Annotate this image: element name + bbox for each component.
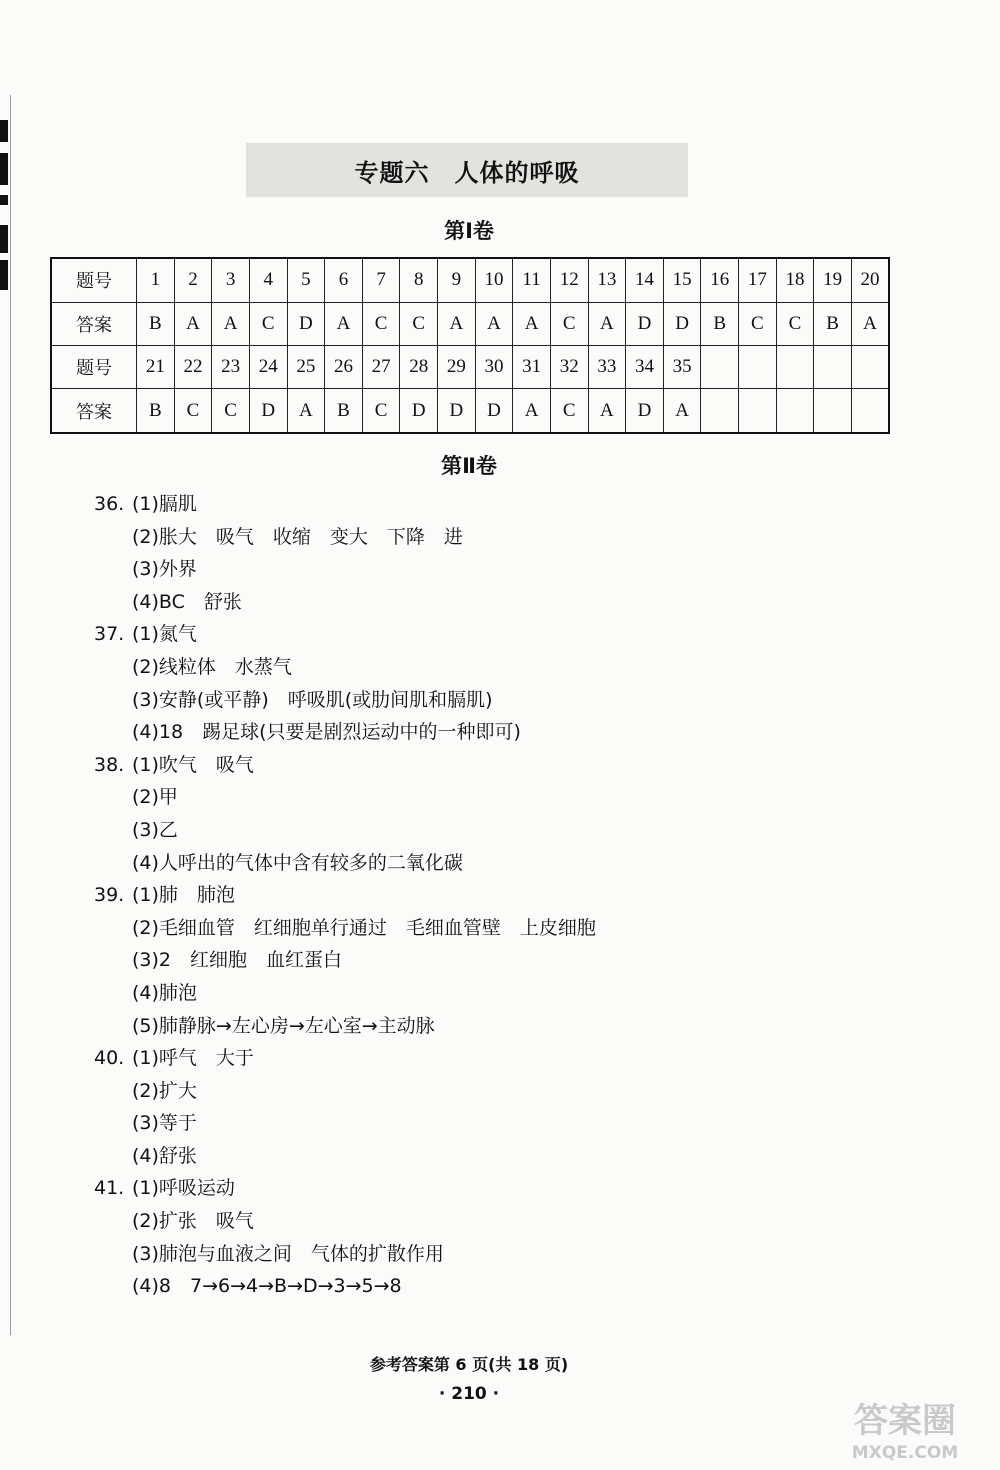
table-cell: 34	[626, 345, 664, 388]
answer-line	[94, 1270, 596, 1303]
page-binding-edge	[0, 95, 11, 1335]
answer-line	[94, 716, 596, 749]
table-cell: 7	[362, 258, 400, 302]
table-row	[51, 258, 889, 302]
table-cell: C	[174, 389, 212, 433]
answer-text: (4)18 踢足球(只要是剧烈运动中的一种即可)	[132, 721, 521, 744]
table-cell: A	[588, 389, 626, 433]
table-cell: C	[362, 302, 400, 345]
answer-text: (2)扩张 吸气	[132, 1210, 254, 1233]
table-row	[51, 389, 889, 433]
table-cell: D	[663, 302, 701, 345]
table-cell: 3	[212, 258, 250, 302]
watermark-logo	[820, 1398, 990, 1464]
table-cell	[814, 389, 852, 433]
answer-text: (2)扩大	[132, 1079, 197, 1102]
section-title: 专题六 人体的呼吸	[246, 143, 688, 197]
table-cell: D	[438, 389, 476, 433]
table-cell: A	[513, 302, 551, 345]
table-cell: D	[249, 389, 287, 433]
table-cell: 28	[400, 345, 438, 388]
table-cell	[814, 345, 852, 388]
table-cell	[851, 389, 889, 433]
table-cell: C	[362, 389, 400, 433]
answer-line	[94, 1238, 596, 1271]
table-cell: 18	[776, 258, 814, 302]
answer-line	[94, 618, 596, 651]
table-cell	[776, 345, 814, 388]
table-cell: A	[663, 389, 701, 433]
table-cell: 20	[851, 258, 889, 302]
answer-text: (1)呼吸运动	[132, 1177, 235, 1200]
table-cell: C	[212, 389, 250, 433]
question-number: 41.	[94, 1177, 125, 1200]
table-cell: 17	[739, 258, 777, 302]
table-cell: 9	[438, 258, 476, 302]
table-cell	[851, 345, 889, 388]
volume1-title: 第Ⅰ卷	[444, 219, 494, 243]
answer-line	[94, 1140, 596, 1173]
answer-line	[94, 1010, 596, 1043]
answer-text: (2)胀大 吸气 收缩 变大 下降 进	[132, 525, 463, 548]
table-cell: A	[588, 302, 626, 345]
answer-text: (5)肺静脉→左心房→左心室→主动脉	[132, 1014, 435, 1037]
table-cell: 22	[174, 345, 212, 388]
table-cell: C	[550, 389, 588, 433]
table-cell: 23	[212, 345, 250, 388]
table-cell: D	[400, 389, 438, 433]
table-cell: 10	[475, 258, 513, 302]
table-cell: 25	[287, 345, 325, 388]
answer-text: (1)氮气	[132, 623, 197, 646]
table-cell: 5	[287, 258, 325, 302]
table-cell: C	[776, 302, 814, 345]
table-cell: 11	[513, 258, 551, 302]
table-cell: B	[137, 302, 175, 345]
table-cell	[776, 389, 814, 433]
table-cell: 32	[550, 345, 588, 388]
table-cell	[701, 389, 739, 433]
table-cell: A	[287, 389, 325, 433]
table-cell: 35	[663, 345, 701, 388]
answer-line	[94, 912, 596, 945]
answer-line	[94, 1172, 596, 1205]
page-info: 参考答案第 6 页(共 18 页)	[369, 1355, 569, 1374]
table-cell: 19	[814, 258, 852, 302]
table-cell: B	[701, 302, 739, 345]
table-cell: B	[137, 389, 175, 433]
answer-text: (2)毛细血管 红细胞单行通过 毛细血管壁 上皮细胞	[132, 916, 596, 939]
answer-text: (3)肺泡与血液之间 气体的扩散作用	[132, 1242, 444, 1265]
table-cell	[701, 345, 739, 388]
table-cell: 29	[438, 345, 476, 388]
table-cell: A	[174, 302, 212, 345]
table-cell: B	[325, 389, 363, 433]
table-cell: 14	[626, 258, 664, 302]
table-cell: A	[212, 302, 250, 345]
answer-text: (3)乙	[132, 818, 178, 841]
answer-table	[50, 257, 890, 434]
table-cell: 27	[362, 345, 400, 388]
question-number: 40.	[94, 1047, 125, 1070]
answer-line	[94, 847, 596, 880]
table-cell: 16	[701, 258, 739, 302]
table-cell: 33	[588, 345, 626, 388]
table-cell: A	[438, 302, 476, 345]
answer-text: (4)舒张	[132, 1144, 197, 1167]
answer-line	[94, 586, 596, 619]
watermark-url: MXQE.COM	[851, 1443, 959, 1463]
binding-mark	[0, 195, 8, 205]
table-cell: B	[814, 302, 852, 345]
answer-text: (4)肺泡	[132, 981, 197, 1004]
question-number: 39.	[94, 884, 125, 907]
answer-line	[94, 1075, 596, 1108]
answer-line	[94, 1042, 596, 1075]
answer-text: (1)吹气 吸气	[132, 753, 254, 776]
answer-line	[94, 521, 596, 554]
answer-line	[94, 684, 596, 717]
table-cell: 13	[588, 258, 626, 302]
row-header: 答案	[51, 302, 137, 345]
answer-text: (4)8 7→6→4→B→D→3→5→8	[132, 1275, 402, 1298]
row-header: 答案	[51, 389, 137, 433]
question-number: 37.	[94, 623, 125, 646]
answer-text: (3)2 红细胞 血红蛋白	[132, 949, 343, 972]
answer-text: (1)呼气 大于	[132, 1047, 254, 1070]
answer-line	[94, 1107, 596, 1140]
table-cell: 15	[663, 258, 701, 302]
table-cell: 24	[249, 345, 287, 388]
table-cell: 21	[137, 345, 175, 388]
table-cell: 31	[513, 345, 551, 388]
table-cell: C	[739, 302, 777, 345]
answer-text: (2)甲	[132, 786, 178, 809]
answer-line	[94, 749, 596, 782]
binding-mark	[0, 153, 8, 185]
answer-text: (1)膈肌	[132, 493, 197, 515]
watermark-text: 答案圈	[854, 1401, 956, 1441]
answer-text: (1)肺 肺泡	[132, 884, 235, 907]
answer-line	[94, 553, 596, 586]
table-cell: A	[513, 389, 551, 433]
table-cell: 2	[174, 258, 212, 302]
answer-text: (4)BC 舒张	[132, 590, 242, 613]
answer-text: (3)等于	[132, 1112, 197, 1135]
table-cell: 26	[325, 345, 363, 388]
binding-mark	[0, 260, 8, 290]
table-cell: 6	[325, 258, 363, 302]
answer-line	[94, 1205, 596, 1238]
table-cell: C	[400, 302, 438, 345]
table-cell: 1	[137, 258, 175, 302]
question-number: 38.	[94, 753, 125, 776]
table-cell	[739, 345, 777, 388]
row-header: 题号	[51, 258, 137, 302]
table-cell: A	[851, 302, 889, 345]
table-cell: A	[325, 302, 363, 345]
table-row	[51, 302, 889, 345]
answer-text: (3)安静(或平静) 呼吸肌(或肋间肌和膈肌)	[132, 688, 493, 711]
answer-line	[94, 879, 596, 912]
table-cell: 8	[400, 258, 438, 302]
volume2-title: 第Ⅱ卷	[441, 454, 497, 478]
table-cell: 30	[475, 345, 513, 388]
answer-text: (3)外界	[132, 558, 197, 581]
answer-line	[94, 651, 596, 684]
page-number: · 210 ·	[438, 1384, 500, 1404]
table-cell: D	[626, 302, 664, 345]
answer-line	[94, 488, 596, 521]
table-cell: A	[475, 302, 513, 345]
table-cell: C	[550, 302, 588, 345]
answer-line	[94, 814, 596, 847]
answers-list	[94, 488, 596, 1303]
table-cell: 4	[249, 258, 287, 302]
question-number: 36.	[94, 493, 125, 515]
table-cell	[739, 389, 777, 433]
table-cell: D	[287, 302, 325, 345]
answer-line	[94, 781, 596, 814]
answer-line	[94, 977, 596, 1010]
table-cell: C	[249, 302, 287, 345]
answer-line	[94, 944, 596, 977]
answer-text: (4)人呼出的气体中含有较多的二氧化碳	[132, 851, 463, 874]
table-cell: D	[475, 389, 513, 433]
row-header: 题号	[51, 345, 137, 388]
answer-text: (2)线粒体 水蒸气	[132, 655, 292, 678]
table-row	[51, 345, 889, 388]
table-cell: 12	[550, 258, 588, 302]
binding-mark	[0, 120, 8, 142]
table-cell: D	[626, 389, 664, 433]
